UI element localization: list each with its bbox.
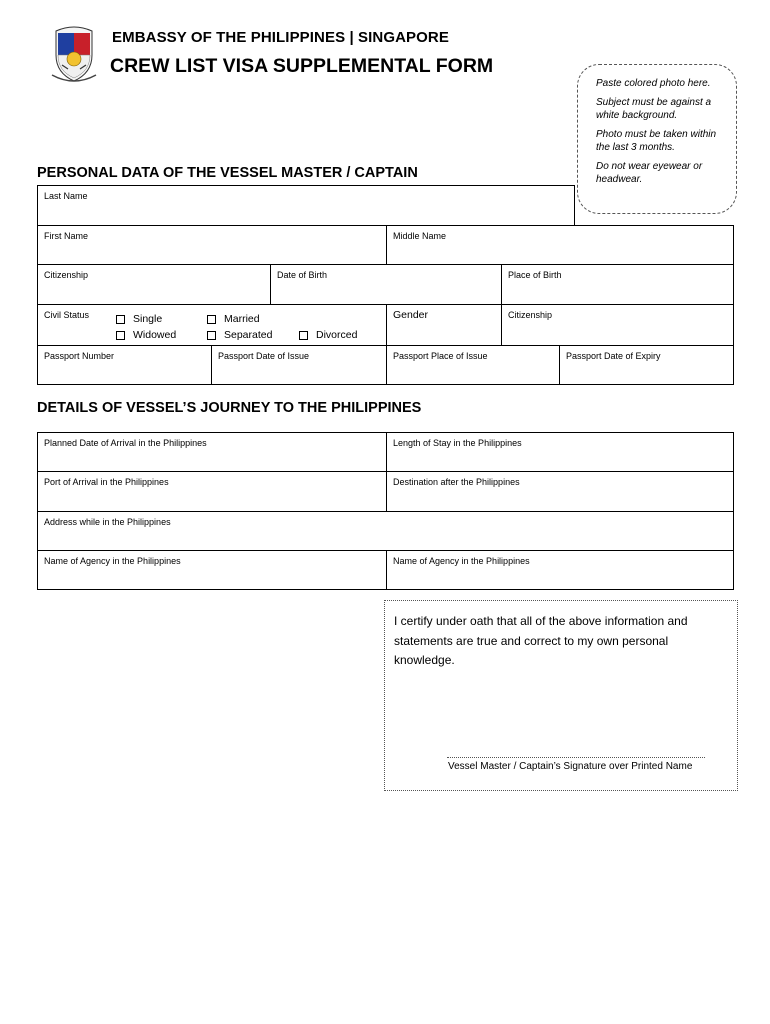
field-label: Civil Status	[44, 310, 90, 320]
checkbox[interactable]	[207, 331, 216, 340]
field-label: Planned Date of Arrival in the Philippines	[44, 438, 207, 448]
photo-instruction: Paste colored photo here.	[596, 78, 711, 89]
field-label: Citizenship	[44, 270, 89, 280]
field-label: Passport Date of Issue	[218, 351, 310, 361]
gender-field[interactable]	[386, 304, 502, 346]
checkbox[interactable]	[116, 331, 125, 340]
field-label: Place of Birth	[508, 270, 562, 280]
address-field[interactable]	[37, 511, 734, 551]
certification-text: I certify under oath that all of the above information and statements are true and correct to my own personal knowledge.	[394, 614, 688, 667]
agency-left-field[interactable]	[37, 550, 387, 590]
signature-line[interactable]	[447, 757, 705, 758]
field-label: Address while in the Philippines	[44, 517, 171, 527]
arrival-date-field[interactable]	[37, 432, 387, 472]
field-label: Length of Stay in the Philippines	[393, 438, 522, 448]
photo-instruction: Do not wear eyewear or headwear.	[596, 160, 703, 185]
passport-place-issue-field[interactable]	[386, 345, 560, 385]
passport-date-expiry-field[interactable]	[559, 345, 734, 385]
field-label: First Name	[44, 231, 89, 241]
journey-section-heading: DETAILS OF VESSEL’S JOURNEY TO THE PHILIPPINES	[37, 400, 422, 416]
place-of-birth-field[interactable]	[501, 264, 734, 305]
field-label: Middle Name	[393, 231, 447, 241]
checkbox-label: Separated	[224, 329, 273, 341]
signature-label: Vessel Master / Captain’s Signature over Printed Name	[448, 761, 693, 772]
field-label: Destination after the Philippines	[393, 477, 520, 487]
field-label: Gender	[393, 309, 429, 321]
checkbox[interactable]	[116, 315, 125, 324]
field-label: Last Name	[44, 191, 88, 201]
citizenship-2-field[interactable]	[501, 304, 734, 346]
last-name-field[interactable]	[37, 185, 575, 226]
middle-name-field[interactable]	[386, 225, 734, 265]
civil-status-married[interactable]	[207, 313, 260, 325]
checkbox-label: Single	[133, 313, 163, 325]
field-label: Name of Agency in the Philippines	[44, 556, 181, 566]
civil-status-divorced[interactable]	[299, 329, 357, 341]
checkbox-label: Divorced	[316, 329, 358, 341]
field-label: Date of Birth	[277, 270, 328, 280]
first-name-field[interactable]	[37, 225, 387, 265]
field-label: Passport Number	[44, 351, 115, 361]
date-of-birth-field[interactable]	[270, 264, 502, 305]
port-of-arrival-field[interactable]	[37, 471, 387, 512]
form-title: CREW LIST VISA SUPPLEMENTAL FORM	[110, 55, 494, 77]
civil-status-single[interactable]	[116, 313, 162, 325]
photo-instruction: Subject must be against a white background.	[596, 96, 712, 121]
checkbox-label: Married	[224, 313, 260, 325]
civil-status-separated[interactable]	[207, 329, 272, 341]
civil-status-widowed[interactable]	[116, 329, 176, 341]
agency-right-field[interactable]	[386, 550, 734, 590]
organization-name: EMBASSY OF THE PHILIPPINES | SINGAPORE	[112, 29, 449, 46]
checkbox-label: Widowed	[133, 329, 177, 341]
citizenship-field[interactable]	[37, 264, 271, 305]
passport-number-field[interactable]	[37, 345, 212, 385]
destination-after-field[interactable]	[386, 471, 734, 512]
photo-instruction: Photo must be taken within the last 3 months.	[596, 128, 717, 153]
passport-date-issue-field[interactable]	[211, 345, 387, 385]
philippine-seal-icon	[48, 25, 100, 83]
field-label: Citizenship	[508, 310, 553, 320]
checkbox[interactable]	[207, 315, 216, 324]
photo-placeholder[interactable]	[577, 64, 737, 214]
field-label: Port of Arrival in the Philippines	[44, 477, 169, 487]
length-of-stay-field[interactable]	[386, 432, 734, 472]
checkbox[interactable]	[299, 331, 308, 340]
field-label: Name of Agency in the Philippines	[393, 556, 530, 566]
field-label: Passport Date of Expiry	[566, 351, 661, 361]
field-label: Passport Place of Issue	[393, 351, 488, 361]
personal-section-heading: PERSONAL DATA OF THE VESSEL MASTER / CAPTAIN	[37, 165, 418, 181]
